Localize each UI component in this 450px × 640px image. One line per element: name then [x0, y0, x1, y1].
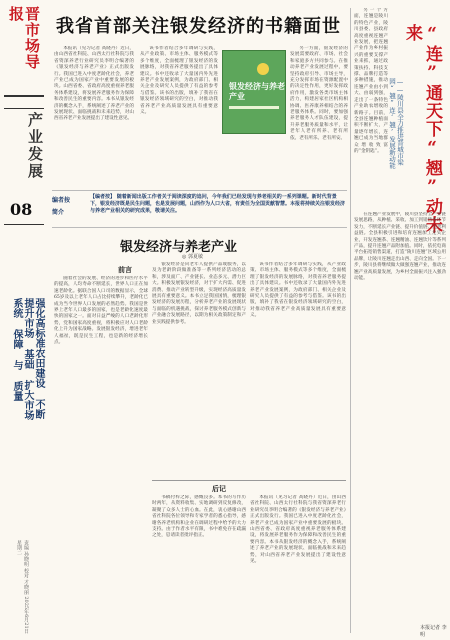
article-column	[354, 212, 446, 622]
article-column	[54, 276, 148, 616]
editor-label: 编者按	[52, 197, 71, 204]
editor-note-box	[52, 190, 347, 228]
article-text: 另一方面，银发经济的发展需要政府、市场、社会和家庭多方共同参与。在推动养老产业发展过程中，要坚持政府引导、市场主导，充分发挥市场在资源配置中的决定性作用，更好发挥政府作用，激发各类市场主体活力，构建居家社区机构相协调、医养康养相结合的养老服务体系。同时，要加强养老服务人才队伍建设，提升养老服务质量和水平，让老年人老有所养、老有所依、老有所乐、老有所安。	[290, 46, 348, 141]
preface-heading: 前言	[118, 265, 132, 274]
editor-note-text: 【编者按】 随着新闻出版工作者关于阅读深度的追问，今年我们已经发现与养老相关的一系列课题。新时代背景下，银发经济既是民生问题，也是发展问题，山西作为人口大省，有责任为全国贡献智慧。本报将持续关注银发经济与养老产业相关的研究成果，敬请关注。	[90, 194, 346, 214]
book-cover-image	[222, 50, 286, 134]
main-title: 我省首部关注银发经济的书籍面世	[56, 16, 341, 37]
article-column	[152, 495, 246, 625]
article-column	[140, 46, 218, 186]
divider	[4, 95, 44, 97]
sun-icon	[257, 63, 269, 75]
article-text: 本报讯（见习记者 高晓丹）近日，由山西省社科院、山西太行社科院与我省资深养老行业研究员李明合编著的《银发经济与养老产业》正式出版发行。我国已进入中度老龄化社会，养老产业已成为国家产业中重要发展的板块。山西省委、省政府高度重视养老服务体系建设，将发展养老服务作为保障和改善民生的重要内容。本书从银发经济的概念入手，系统阐述了养老产业的发展现状、面临挑战和未来趋势，对山西省养老产业发展提出了建设性意见。	[54, 46, 134, 122]
right-article-subtitle: ——陵川县全力推进晋城市梁园“翘”连‘翘’发展新动能	[388, 78, 404, 169]
masthead-logo: 晋市场导报	[7, 6, 41, 70]
article-text: 另一个方面，连翘是陵川的特色产业，陵川县委、县政府高度重视连翘产业发展，把连翘产业作为乡村振兴的重要支撑产业来抓，通过政策扶持、科技支撑、品牌打造等多种措施，推动连翘产业由小到大、由弱到强，走出了一条特色产业助农增收的新路子。目前，全县连翘种植面积不断扩大，产量逐年增长，连翘已成为当地群众增收致富的“金钥匙”。	[354, 8, 388, 154]
article-column	[250, 495, 346, 625]
book-cover-bar	[229, 106, 279, 109]
intro-label: 简介	[52, 209, 65, 216]
editor-note-labels	[52, 195, 86, 219]
divider	[4, 108, 44, 109]
section-title: 产业发展	[26, 112, 44, 180]
side-headline: 强化高标准农田建设 不断提升市场 基础 扩大市场 系统 保障 与 质量	[11, 298, 44, 420]
page-number: 08	[10, 200, 33, 219]
divider	[4, 224, 44, 225]
article-column	[54, 46, 134, 186]
article-column	[152, 262, 246, 480]
sub-title: 银发经济与养老产业	[120, 240, 238, 255]
postscript-heading: 后记	[212, 484, 226, 493]
article-text: 该书作者结合多年调研与实践，从产业政策、市场主体、服务模式等多个维度，全面梳理了银发经济的发展脉络，对我省养老服务提出了具体建议。书中还收录了大量国内外先进养老产业发展案例，为政府部门、相关企业及研究人员提供了有益的参考与借鉴。该书的出版，填补了我省在银发经济领域研究的空白，对推动我省养老产业高质量发展具有重要意义。	[250, 262, 346, 319]
article-text: 银发经济是向老年人提供产品或服务，以及为老龄阶段做准备等一系列经济活动的总和，涉及面广、产业链长、业态多元、潜力巨大。积极发展银发经济，对于扩大内需、促进消费、推动产业转型升级，实现经济高质量发展具有重要意义。本书立足我国国情，梳理银发经济的发展历程，分析养老产业的发展现状与面临的机遇挑战，探讨养老服务模式创新与产业融合发展路径，以期为相关政策制定和产业实践提供参考。	[152, 262, 246, 325]
book-cover-title: 银发经济与养老产业	[229, 81, 285, 101]
right-article-title: “连”通天下“翘”动未来	[402, 24, 442, 234]
divider	[152, 480, 346, 481]
sub-author: ◎ 郭夏敏	[182, 254, 203, 260]
column-divider	[350, 8, 351, 633]
article-text: 在连翘产业发展中，陵川县坚持全产业链发展思路，从种植、采收、加工到销售各环节发力，不断延长产业链、提升价值链、完善利益链。全县积极引进和培育连翘加工龙头企业，开发连翘茶、连翘精油、连翘饮片等系列产品，提升连翘产品附加值。同时，依托电商平台拓宽销售渠道，打造“陵川连翘”区域公用品牌，让陵川连翘走出山西、走向全国。下一步，陵川县将继续做大做强连翘产业，推动连翘产业高质量发展，为乡村全面振兴注入强劲动能。	[354, 212, 446, 282]
right-article-author: 本报记者 李明	[420, 625, 447, 638]
masthead	[8, 6, 48, 70]
article-text: 该书作者结合多年调研与实践，从产业政策、市场主体、服务模式等多个维度，全面梳理了银发经济的发展脉络，对我省养老服务提出了具体建议。书中还收录了大量国内外先进养老产业发展案例，为政府部门、相关企业及研究人员提供了有益的参考与借鉴。该书的出版，填补了我省在银发经济领域研究的空白，对推动我省养老产业高质量发展具有重要意义。	[140, 46, 218, 116]
article-column	[290, 46, 348, 186]
article-column	[354, 8, 388, 208]
article-text: 随着社会的发展、经济的进步和医疗水平的提高，人均寿命不断延长，世界人口正在加速老龄化。据联合国人口司的数据显示，全球65岁及以上老年人口占比持续攀升，老龄化已成为当今世界人口发展的必然趋势。我国是世界上老年人口最多的国家，也是老龄化速度最快的国家之一。面对日益严峻的人口老龄化形势，党和国家高度重视，将积极应对人口老龄化上升为国家战略。发展银发经济，增进老年人福祉，既是民生工程，也是新的经济增长点。	[54, 276, 148, 346]
article-text: 本报讯（见习记者 高晓丹）近日，由山西省社科院、山西太行社科院与我省资深养老行业研究员李明合编著的《银发经济与养老产业》正式出版发行。我国已进入中度老龄化社会，养老产业已成为国家产业中重要发展的板块。山西省委、省政府高度重视养老服务体系建设，将发展养老服务作为保障和改善民生的重要内容。本书从银发经济的概念入手，系统阐述了养老产业的发展现状、面临挑战和未来趋势，对山西省养老产业发展提出了建设性意见。	[250, 495, 346, 565]
right-article-title-block	[388, 24, 444, 234]
article-text: 书稿付梓之际，感慨良多。本书的写作历时两年，从资料收集、实地调研到反复修改，凝聚了众多人士的心血。在此，衷心感谢山西省社科院各位领导和专家学者的悉心指导，感谢各养老机构和企业在调研过程中给予的大力支持。由于作者水平有限，书中难免存在疏漏之处，恳请读者批评指正。	[152, 495, 246, 539]
article-column	[250, 262, 346, 480]
footer-meta: 责编 孙晓明 校对 才晓丽 2025年6月21日 星期二	[16, 540, 29, 634]
